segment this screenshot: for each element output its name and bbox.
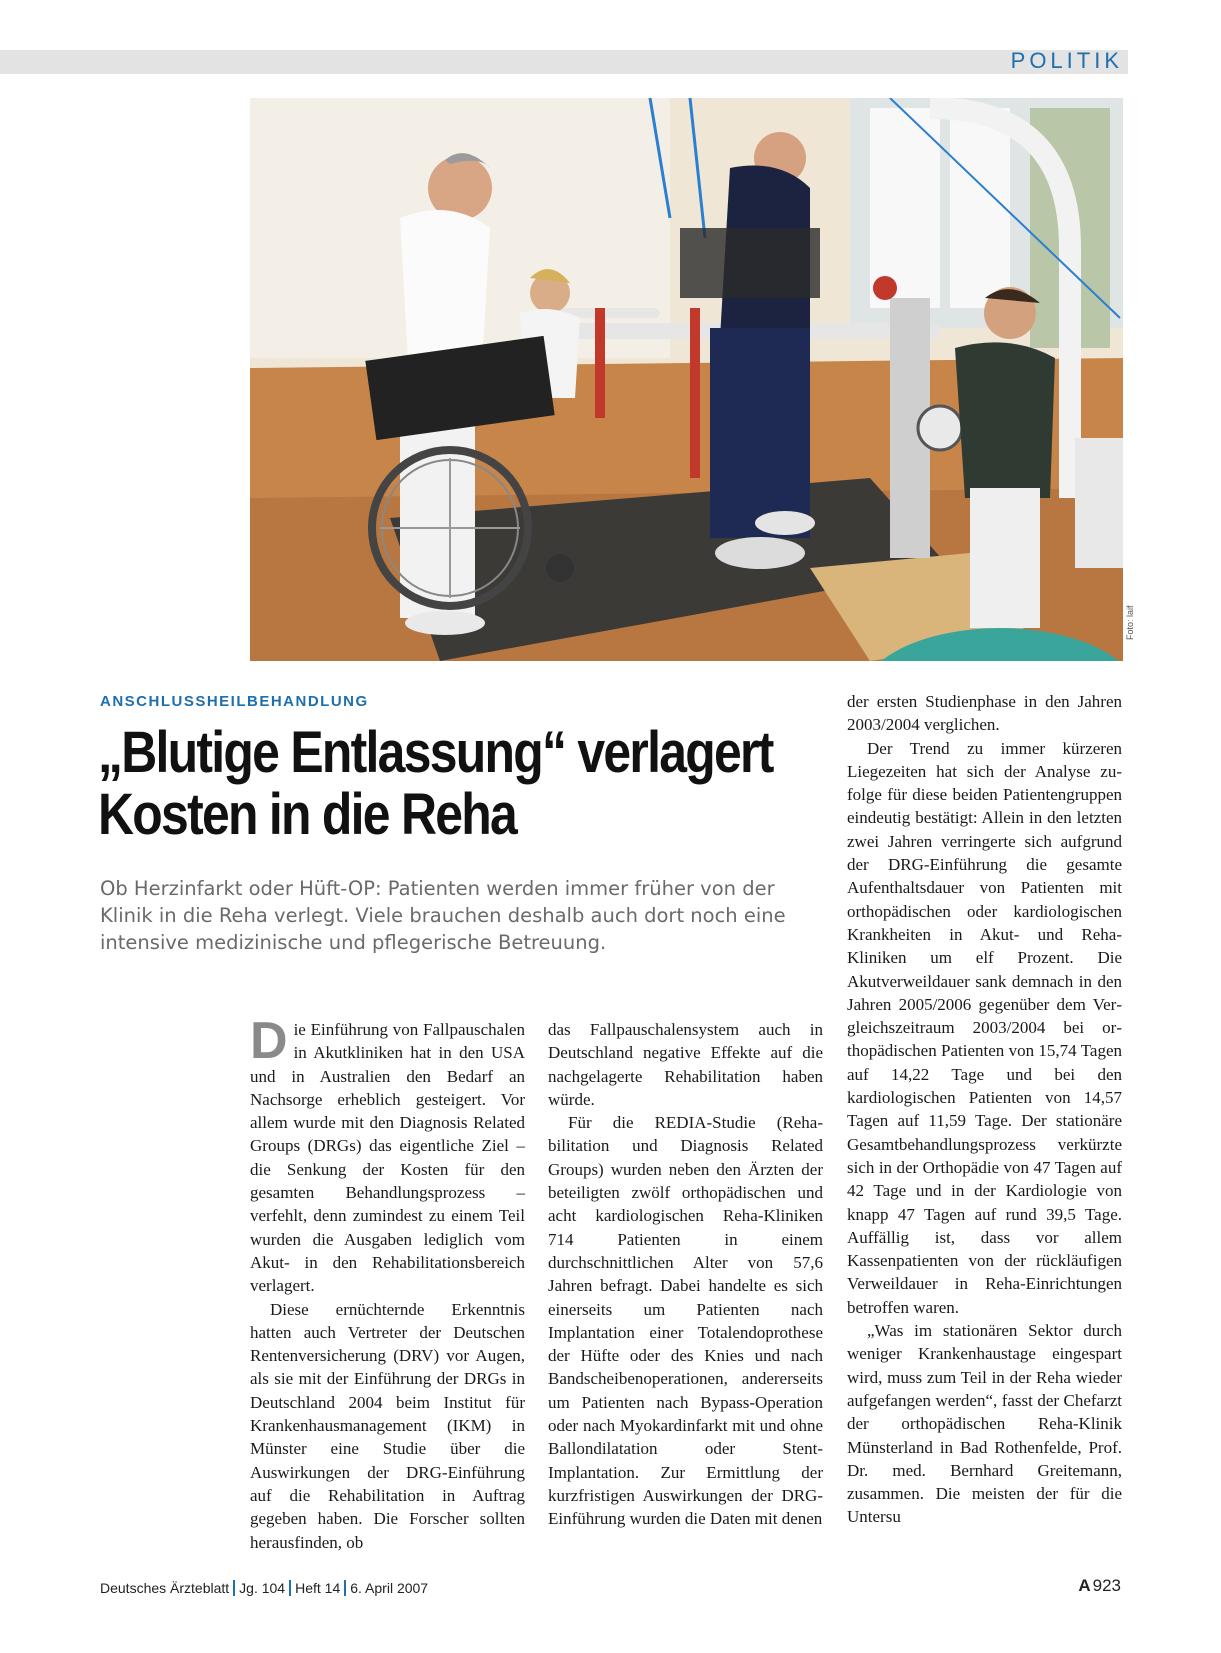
headline-line-2: Kosten in die Reha <box>98 782 517 847</box>
journal-issue: Heft 14 <box>295 1580 341 1596</box>
issue-date: 6. April 2007 <box>350 1580 429 1596</box>
footer-separator <box>344 1580 346 1596</box>
page-number-value: 923 <box>1092 1576 1121 1595</box>
page-number <box>1078 1576 1121 1596</box>
footer-separator <box>289 1580 291 1596</box>
page-prefix: A <box>1078 1576 1091 1595</box>
body-column-2 <box>548 1018 823 1531</box>
section-bar <box>0 50 1128 74</box>
section-label: POLITIK <box>1010 48 1123 73</box>
article-deck: Ob Herzinfarkt oder Hüft-OP: Patienten werden immer früher von der Klinik in die Reha verlegt. Viele brauchen deshalb auch dort noch eine intensive medizinische und pflegerische Betreuung. <box>100 877 786 954</box>
paragraph: ie Einführung von Fallpauschalen in Akutkliniken hat in den USA und in Australien den Bedarf an Nachsorge erheblich gesteigert. Vor allem wurde mit den Diagnosis Related Groups (DRGs) das eigentliche Ziel – die Senkung der Kosten für den gesamten Behandlungsprozess – verfehlt, denn zumindest zu einem Teil wurden die Ausgaben lediglich vom Akut- in den Rehabilitationsbereich verlagert. <box>250 1020 525 1296</box>
drop-cap: D <box>250 1012 288 1070</box>
journal-volume: Jg. 104 <box>239 1580 286 1596</box>
footer-separator <box>233 1580 235 1596</box>
paragraph: der ersten Studienphase in den Jahren 2003/2004 verglichen. <box>847 692 1122 735</box>
article-headline <box>98 720 773 847</box>
photo-credit: Foto: laif <box>1125 605 1135 640</box>
paragraph: Für die REDIA-Studie (Rehabilitation und Diagnosis Related Groups) wurden neben den Ärzten der beteiligten zwölf orthopädischen und acht kardiologischen Reha-Kliniken 714 Patienten in einem durchschnittlichen Alter von 57,6 Jahren befragt. Dabei handelte es sich einerseits um Patienten nach Implantation einer Totalendoprothese der Hüfte oder des Knies und nach Bandscheibenoperationen, andererseits um Patienten nach Bypass-Operation oder nach Myokardinfarkt mit und ohne Ballondilatation oder Stent-Implantation. Zur Ermittlung der kurzfristigen Auswirkungen der DRG-Einführung wurden die Daten mit denen <box>548 1113 823 1529</box>
journal-name: Deutsches Ärzteblatt <box>100 1580 230 1596</box>
paragraph: Diese ernüchternde Erkenntnis hatten auch Vertreter der Deutschen Rentenversicherung (DRV) vor Augen, als sie mit der Einführung der DRGs in Deutschland 2004 beim Institut für Krankenhausmanagement (IKM) in Münster eine Studie über die Auswirkungen der DRG-Einführung auf die Rehabilitation in Auftrag gegeben haben. Die Forscher sollten herausfinden, ob <box>250 1299 525 1552</box>
article-photo <box>250 98 1123 661</box>
headline-line-1: „Blutige Entlassung“ verlagert <box>98 720 773 785</box>
paragraph: Der Trend zu immer kürzeren Liegezeiten hat sich der Analyse zufolge für diese beiden Patientengruppen eindeutig bestätigt: Allein in den letzten zwei Jahren verringerte sich aufgrund der DRG-Einführung die gesamte Aufenthaltsdauer von Patienten mit orthopädischen oder kardiologischen Krankheiten in Akut- und Reha-Kliniken um elf Prozent. Die Akutverweildauer sank demnach in den Jahren 2005/2006 gegenüber dem Vergleichszeitraum 2003/2004 bei orthopädischen Patienten von 15,74 Tagen auf 14,22 Tage und bei den kardiologischen Patienten von 14,57 Tagen auf 11,59 Tage. Der stationäre Gesamtbehandlungsprozess verkürzte sich in der Orthopädie von 47 Tagen auf 42 Tage und in der Kardiologie von knapp 47 Tagen auf rund 39,5 Tage. Auffällig ist, dass vor allem Kassenpatienten von der rückläufigen Verweildauer in Reha-Einrichtungen betroffen waren. <box>847 738 1122 1317</box>
body-column-1 <box>250 1012 525 1554</box>
body-column-3 <box>847 690 1122 1529</box>
page-footer <box>100 1580 428 1596</box>
article-kicker: ANSCHLUSSHEILBEHANDLUNG <box>100 693 369 710</box>
paragraph: das Fallpauschalensystem auch in Deutschland negative Effekte auf die nachgelagerte Rehabilitation haben würde. <box>548 1020 823 1109</box>
paragraph: „Was im stationären Sektor durch weniger Krankenhaustage eingespart wird, muss zum Teil in der Reha wieder aufgefangen werden“, fasst der Chefarzt der orthopädischen Reha-Klinik Münsterland in Bad Rothenfelde, Prof. Dr. med. Bernhard Greitemann, zusammen. Die meisten der für die Untersu <box>847 1321 1122 1527</box>
